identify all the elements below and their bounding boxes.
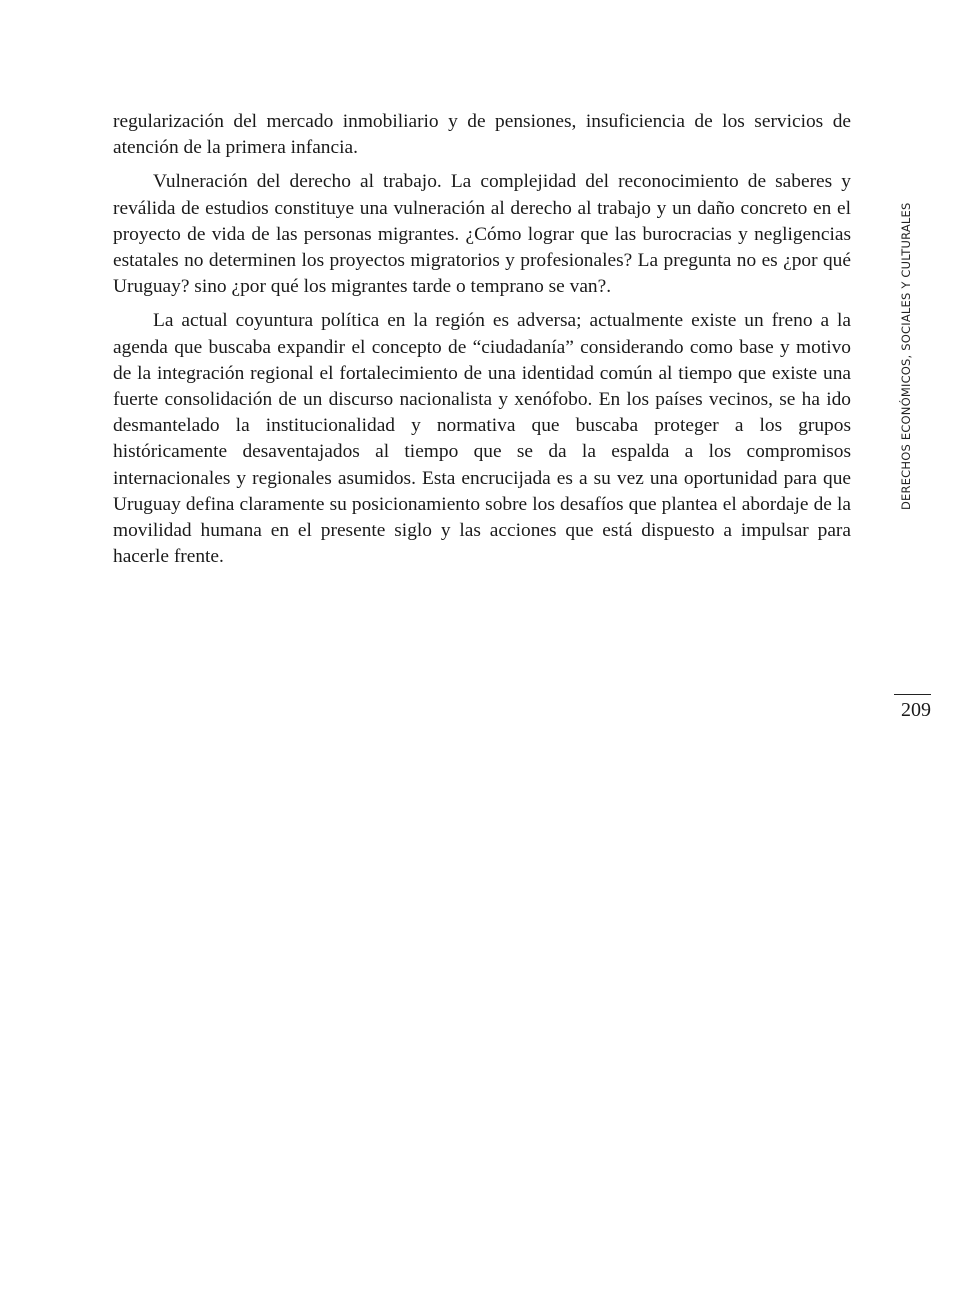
paragraph-continuation: regularización del mercado inmobiliario y de pensiones, insuficiencia de los servicios de atención de la primera infancia. <box>113 111 851 159</box>
paragraph-right-to-work: Vulneración del derecho al trabajo. La complejidad del reconocimiento de saberes y reválida de estudios constituye una vulneración al derecho al trabajo y un daño concreto en el proyecto de vida de las personas migrantes. ¿Cómo lograr que las burocracias y negligencias estatales no determinen los proyectos migratorios y profesionales? La pregunta no es ¿por qué Uruguay? sino ¿por qué los migrantes tarde o temprano se van?. <box>113 171 851 298</box>
page-number-rule <box>894 694 931 695</box>
running-head: DERECHOS ECONÓMICOS, SOCIALES Y CULTURALES <box>899 202 913 510</box>
paragraph-political-context: La actual coyuntura política en la región es adversa; actualmente existe un freno a la agenda que buscaba expandir el concepto de “ciudadanía” considerando como base y motivo de la integración regional el fortalecimiento de una identidad común al tiempo que existe una fuerte consolidación de un discurso nacionalista y xenófobo. En los países vecinos, se ha ido desmantelado la institucionalidad y normativa que buscaba proteger a los grupos históricamente desaventajados al tiempo que se da la espalda a los compromisos internacionales y regionales asumidos. Esta encrucijada es a su vez una oportunidad para que Uruguay defina claramente su posicionamiento sobre los desafíos que plantea el abordaje de la movilidad humana en el presente siglo y las acciones que está dispuesto a impulsar para hacerle frente. <box>113 310 851 568</box>
body-text <box>113 109 851 578</box>
page-number: 209 <box>901 699 931 721</box>
